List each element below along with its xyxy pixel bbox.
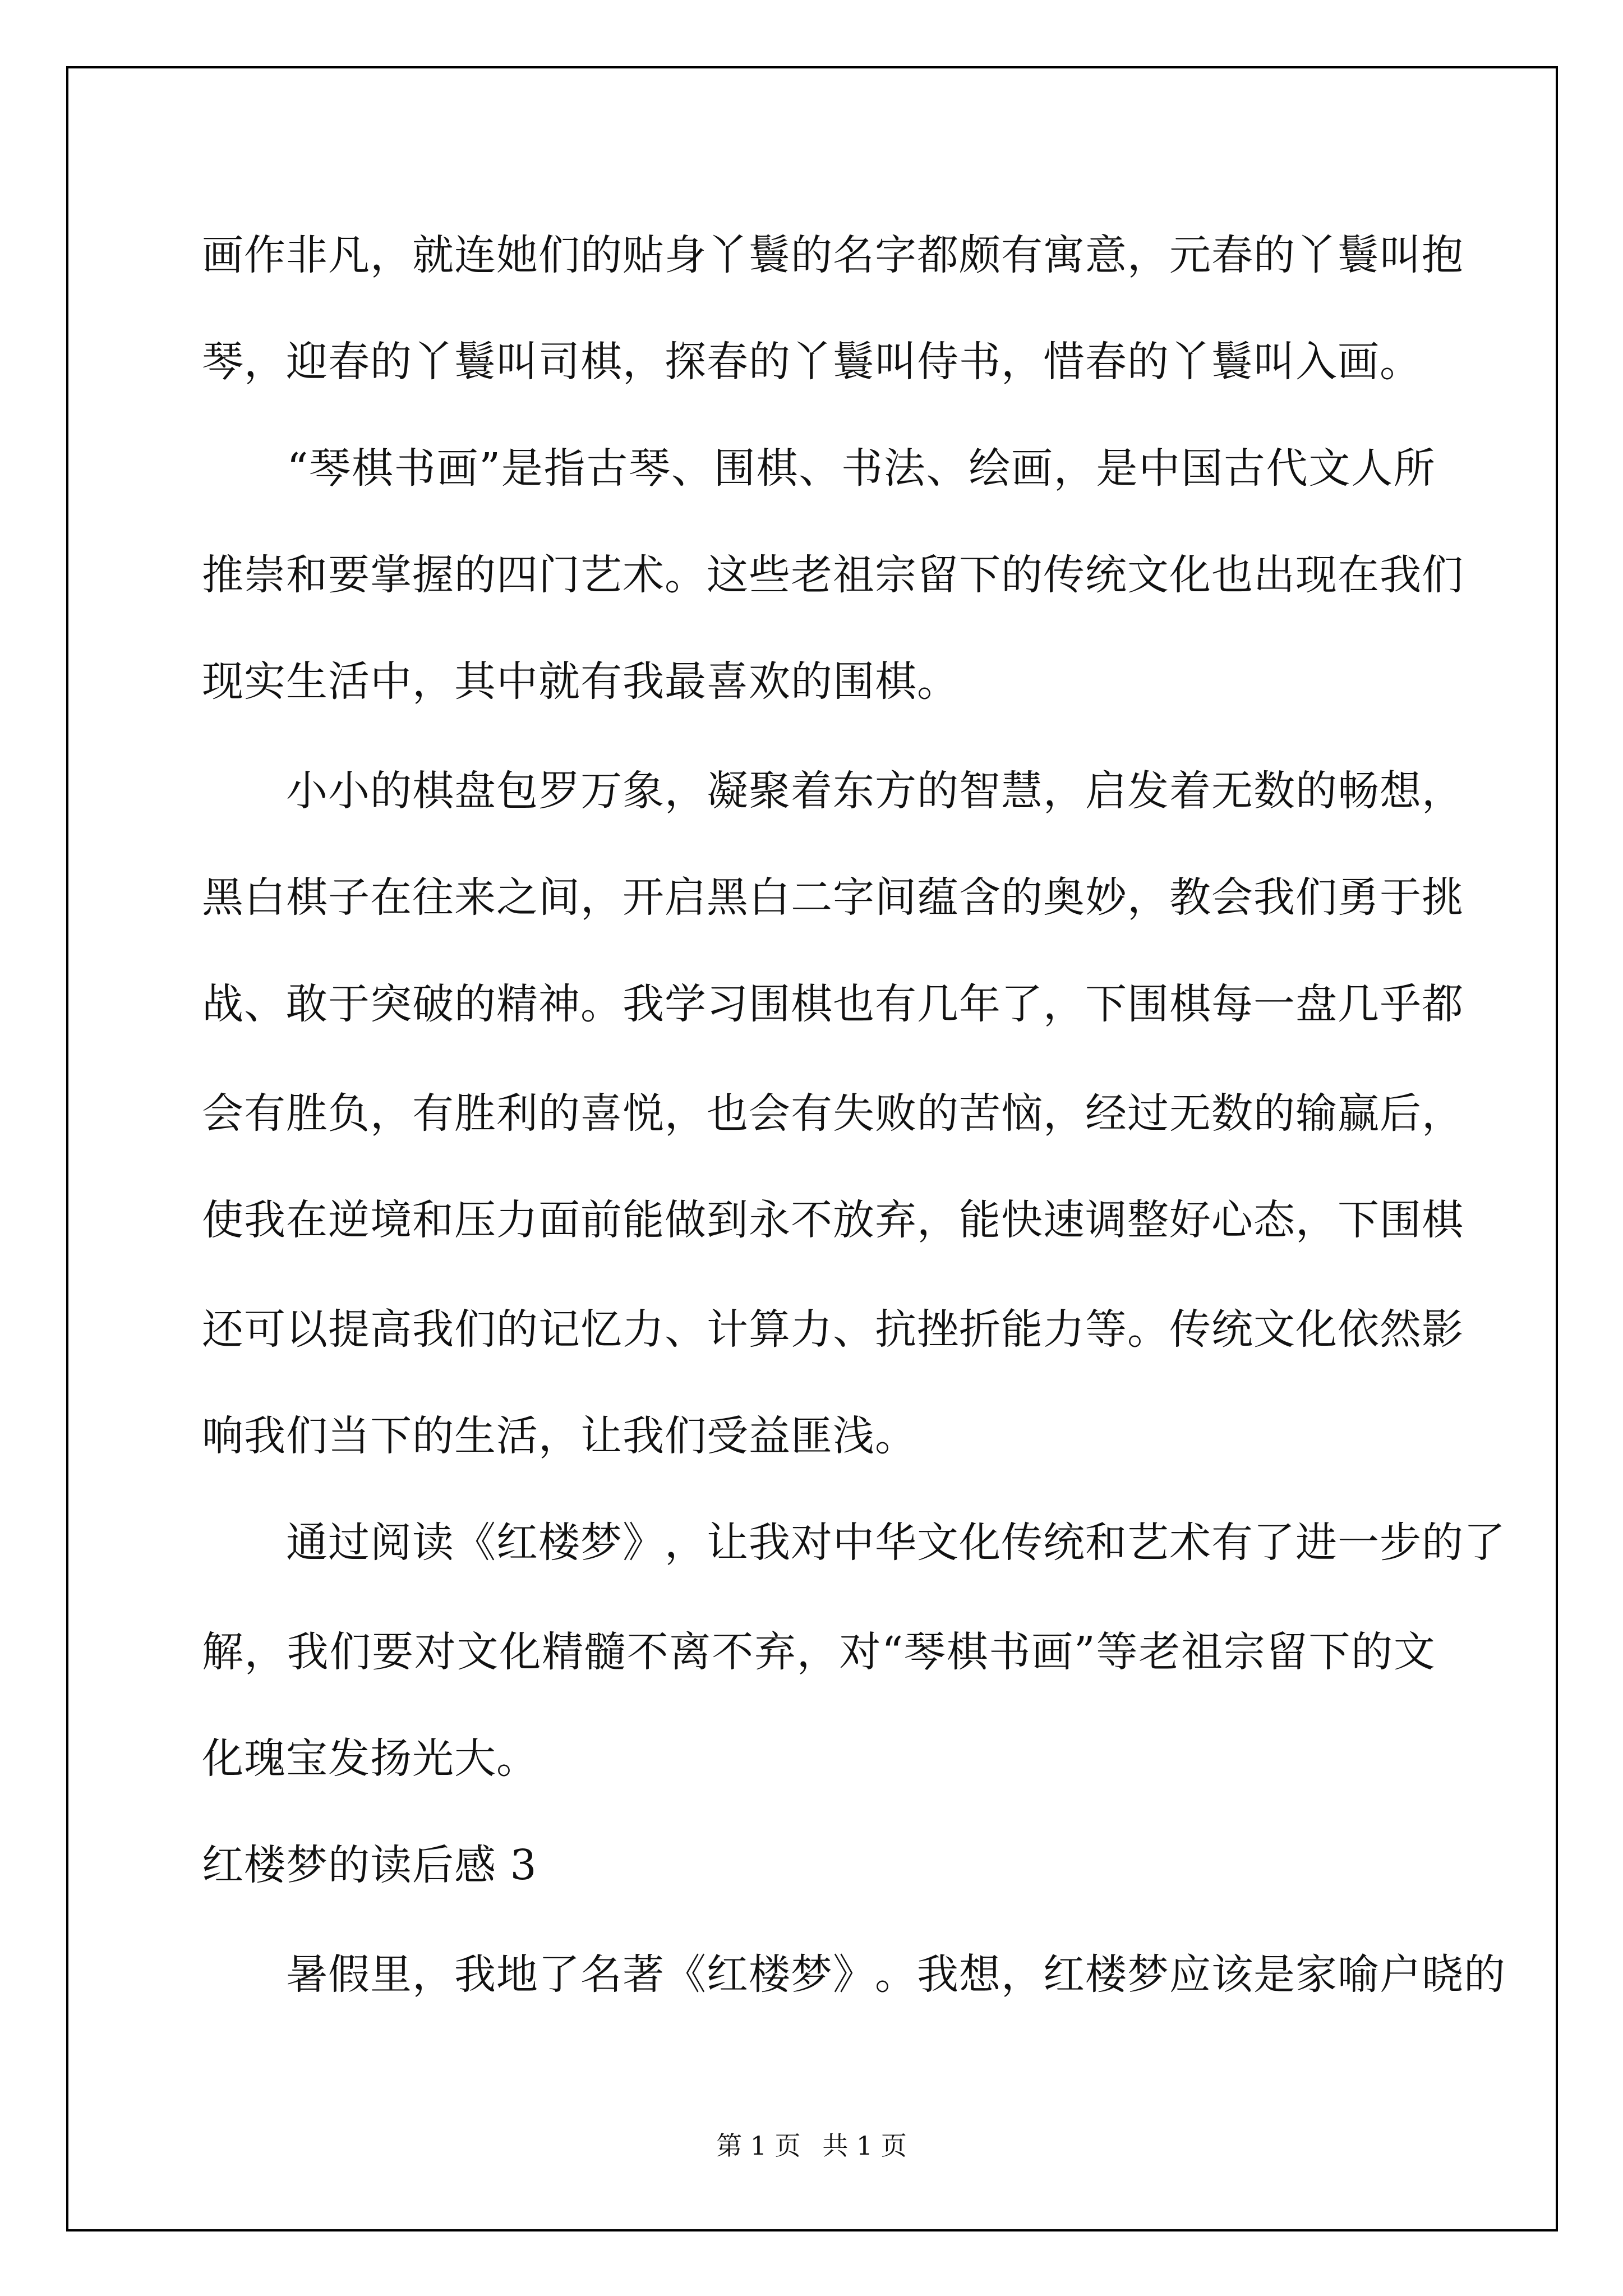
text-line: “ 琴 棋 书 画 ” 是 指 古 琴 、 围 棋 、 书 法 、 绘 画 ， 是 中 国 古 代 文 人 所 (287, 444, 1436, 493)
text-line: 响我们当下的生活，让我们受益匪浅。 (202, 1412, 917, 1460)
text-line: 解 ， 我 们 要 对 文 化 精 髓 不 离 不 弃 ， 对 “ 琴 棋 书 画 ” 等 老 祖 宗 留 下 的 文 (202, 1628, 1436, 1676)
text-line: 小 小 的 棋 盘 包 罗 万 象 ， 凝 聚 着 东 方 的 智 慧 ， 启 发 着 无 数 的 畅 想 ， (286, 767, 1464, 815)
text-line: 推 崇 和 要 掌 握 的 四 门 艺 术 。 这 些 老 祖 宗 留 下 的 传 统 文 化 也 出 现 在 我 们 (202, 551, 1464, 599)
text-line: 暑 假 里 ， 我 地 了 名 著 《 红 楼 梦 》 。 我 想 ， 红 楼 梦 应 该 是 家 喻 户 晓 的 (286, 1950, 1506, 1999)
text-line: 通 过 阅 读 《 红 楼 梦 》 ， 让 我 对 中 华 文 化 传 统 和 艺 术 有 了 进 一 步 的 了 (286, 1519, 1506, 1567)
text-line: 琴，迎春的丫鬟叫司棋，探春的丫鬟叫侍书，惜春的丫鬟叫入画。 (202, 338, 1422, 386)
text-line: 还 可 以 提 高 我 们 的 记 忆 力 、 计 算 力 、 抗 挫 折 能 力 等 。 传 统 文 化 依 然 影 (202, 1305, 1464, 1354)
text-line: 画 作 非 凡 ， 就 连 她 们 的 贴 身 丫 鬟 的 名 字 都 颇 有 寓 意 ， 元 春 的 丫 鬟 叫 抱 (202, 231, 1464, 279)
section-heading: 红楼梦的读后感 3 (202, 1841, 537, 1889)
text-line: 黑 白 棋 子 在 往 来 之 间 ， 开 启 黑 白 二 字 间 蕴 含 的 奥 妙 ， 教 会 我 们 勇 于 挑 (202, 873, 1464, 922)
page-total: 共 1 页 (822, 2131, 907, 2161)
page-number: 第 1 页 (716, 2131, 801, 2161)
text-line: 现实生活中，其中就有我最喜欢的围棋。 (202, 657, 959, 706)
text-line: 化瑰宝发扬光大。 (202, 1734, 538, 1783)
page-footer (0, 2129, 1623, 2162)
text-line: 战 、 敢 于 突 破 的 精 神 。 我 学 习 围 棋 也 有 几 年 了 ， 下 围 棋 每 一 盘 几 乎 都 (202, 980, 1464, 1028)
text-line: 会 有 胜 负 ， 有 胜 利 的 喜 悦 ， 也 会 有 失 败 的 苦 恼 ， 经 过 无 数 的 输 赢 后 ， (202, 1089, 1464, 1138)
text-line: 使 我 在 逆 境 和 压 力 面 前 能 做 到 永 不 放 弃 ， 能 快 速 调 整 好 心 态 ， 下 围 棋 (202, 1196, 1464, 1244)
